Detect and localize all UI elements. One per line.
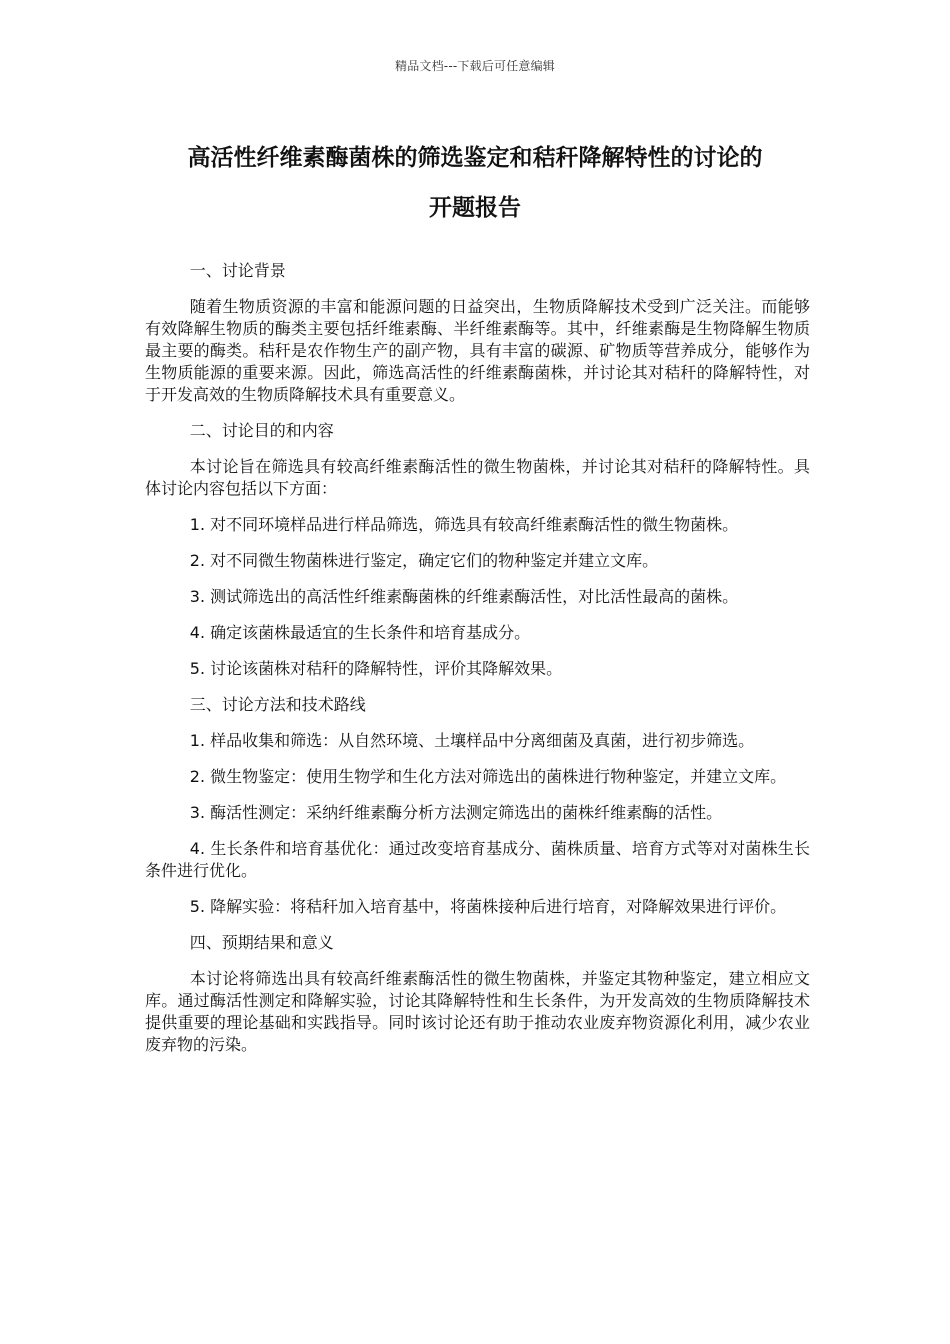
list-item-methods-3: 3. 酶活性测定：采纳纤维素酶分析方法测定筛选出的菌株纤维素酶的活性。 — [189, 803, 723, 822]
list-item-aims-2: 2. 对不同微生物菌株进行鉴定，确定它们的物种鉴定并建立文库。 — [189, 551, 659, 570]
paragraph-background: 随着生物质资源的丰富和能源问题的日益突出，生物质降解技术受到广泛关注。而能够有效降解生物质的酶类主要包括纤维素酶、半纤维素酶等。其中，纤维素酶是生物降解生物质最主要的酶类。秸秆是农作物生产的副产物，具有丰富的碳源、矿物质等营养成分，能够作为生物质能源的重要来源。因此，筛选高活性的纤维素酶菌株，并讨论其对秸秆的降解特性，对于开发高效的生物质降解技术具有重要意义。 — [145, 297, 810, 404]
document-body — [145, 260, 810, 1070]
list-item-methods-4: 4. 生长条件和培育基优化：通过改变培育基成分、菌株质量、培育方式等对对菌株生长条件进行优化。 — [145, 839, 810, 880]
document-title-line-2: 开题报告 — [429, 195, 521, 221]
paragraph-results: 本讨论将筛选出具有较高纤维素酶活性的微生物菌株，并鉴定其物种鉴定，建立相应文库。通过酶活性测定和降解实验，讨论其降解特性和生长条件，为开发高效的生物质降解技术提供重要的理论基础和实践指导。同时该讨论还有助于推动农业废弃物资源化利用，减少农业废弃物的污染。 — [145, 969, 810, 1054]
header-note: 精品文档---下载后可任意编辑 — [395, 59, 555, 73]
list-item-aims-3: 3. 测试筛选出的高活性纤维素酶菌株的纤维素酶活性，对比活性最高的菌株。 — [189, 587, 739, 606]
list-item-aims-5: 5. 讨论该菌株对秸秆的降解特性，评价其降解效果。 — [189, 659, 563, 678]
paragraph-aims: 本讨论旨在筛选具有较高纤维素酶活性的微生物菌株，并讨论其对秸秆的降解特性。具体讨论内容包括以下方面： — [145, 457, 810, 498]
section-heading-background: 一、讨论背景 — [189, 261, 286, 280]
list-item-aims-4: 4. 确定该菌株最适宜的生长条件和培育基成分。 — [189, 623, 531, 642]
list-item-aims-1: 1. 对不同环境样品进行样品筛选，筛选具有较高纤维素酶活性的微生物菌株。 — [189, 515, 739, 534]
list-item-methods-2: 2. 微生物鉴定：使用生物学和生化方法对筛选出的菌株进行物种鉴定，并建立文库。 — [189, 767, 787, 786]
list-item-methods-5: 5. 降解实验：将秸秆加入培育基中，将菌株接种后进行培育，对降解效果进行评价。 — [189, 897, 787, 916]
section-heading-results: 四、预期结果和意义 — [189, 933, 334, 952]
section-heading-aims: 二、讨论目的和内容 — [189, 421, 334, 440]
document-title-line-1: 高活性纤维素酶菌株的筛选鉴定和秸秆降解特性的讨论的 — [187, 145, 763, 171]
section-heading-methods: 三、讨论方法和技术路线 — [189, 695, 366, 714]
list-item-methods-1: 1. 样品收集和筛选：从自然环境、土壤样品中分离细菌及真菌，进行初步筛选。 — [189, 731, 755, 750]
